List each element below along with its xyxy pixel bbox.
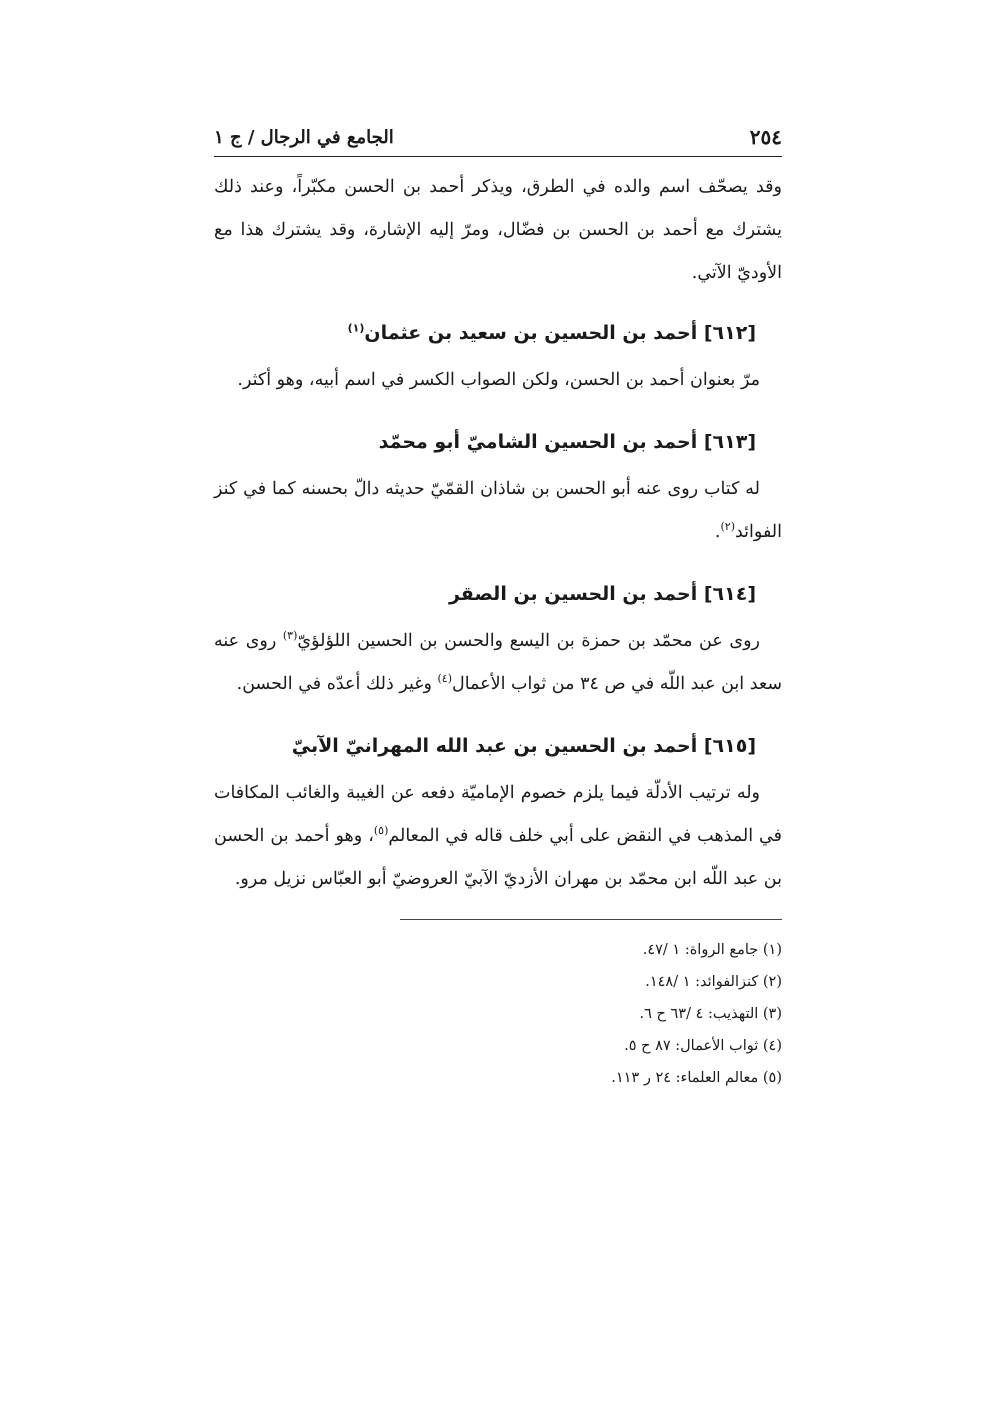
footnote: (١) جامع الرواة: ١ /٤٧.: [642, 942, 782, 958]
entry-body: له كتاب روى عنه أبو الحسن بن شاذان القمّيّ حديثه دالّ بحسنه كما في كنز الفوائد$^{(٢)}$.: [214, 479, 782, 542]
entry-body: مرّ بعنوان أحمد بن الحسن، ولكن الصواب الكسر في اسم أبيه، وهو أكثر.: [237, 370, 760, 390]
footnote: (٣) التهذيب: ٤ /٦٣ ح ٦.: [639, 1006, 782, 1022]
entry-heading: [٦١٣] أحمد بن الحسين الشاميّ أبو محمّد: [378, 431, 756, 453]
entry-heading: [٦١٤] أحمد بن الحسين بن الصقر: [448, 583, 756, 605]
footnote-rule: [400, 919, 782, 920]
entry-body: روى عن محمّد بن حمزة بن اليسع والحسن بن الحسين اللؤلؤيّ$^{(٣)}$ روى عنه سعد ابن عبد اللّه في ص ٣٤ من ثواب الأعمال$^{(٤)}$ وغير ذلك أعدّه في الحسن.: [214, 629, 782, 694]
page-number: ٢٥٤: [749, 125, 782, 149]
main-text: [214, 166, 782, 901]
header-rule: [214, 156, 782, 157]
intro-paragraph: [214, 166, 782, 295]
footnote-marker: (٥): [373, 824, 389, 838]
book-title: الجامع في الرجال / ج ١: [214, 126, 394, 148]
footnote-marker: (٢): [720, 520, 735, 534]
footnote-marker: (٤): [437, 672, 452, 686]
intro-line: مع أحمد بن الحسن بن فضّال، ومرّ إليه الإشارة، وقد يشترك هذا مع الأوديّ الآتي.: [214, 220, 782, 283]
footnote-marker: (١): [347, 321, 365, 335]
intro-line: وقد يصحّف اسم والده في الطرق، ويذكر أحمد بن الحسن مكبّراً، وعند ذلك يشترك: [214, 177, 782, 240]
footnote: (٢) كنزالفوائد: ١ /١٤٨.: [645, 974, 782, 990]
entry-body: وله ترتيب الأدلّة فيما يلزم خصوم الإماميّة دفعه عن الغيبة والغائب المكافات في المذهب في النقض على أبي خلف قاله في المعالم$^{(٥)}$، وهو أحمد بن الحسن بن عبد اللّه ابن محمّد بن مهران الأزديّ الآبيّ العروضيّ أبو العبّاس نزيل مرو.: [214, 783, 782, 889]
entry-heading: [٦١٢] أحمد بن الحسين بن سعيد بن عثمان$^{(١)}$: [347, 321, 756, 344]
footnote-marker: (٣): [282, 629, 298, 643]
footnotes: [400, 934, 782, 1094]
footnote: (٥) معالم العلماء: ٢٤ ر ١١٣.: [611, 1070, 782, 1086]
entry-heading: [٦١٥] أحمد بن الحسين بن عبد الله المهرانيّ الآبيّ: [291, 735, 756, 757]
footnote: (٤) ثواب الأعمال: ٨٧ ح ٥.: [624, 1038, 782, 1054]
running-head: [214, 122, 782, 152]
